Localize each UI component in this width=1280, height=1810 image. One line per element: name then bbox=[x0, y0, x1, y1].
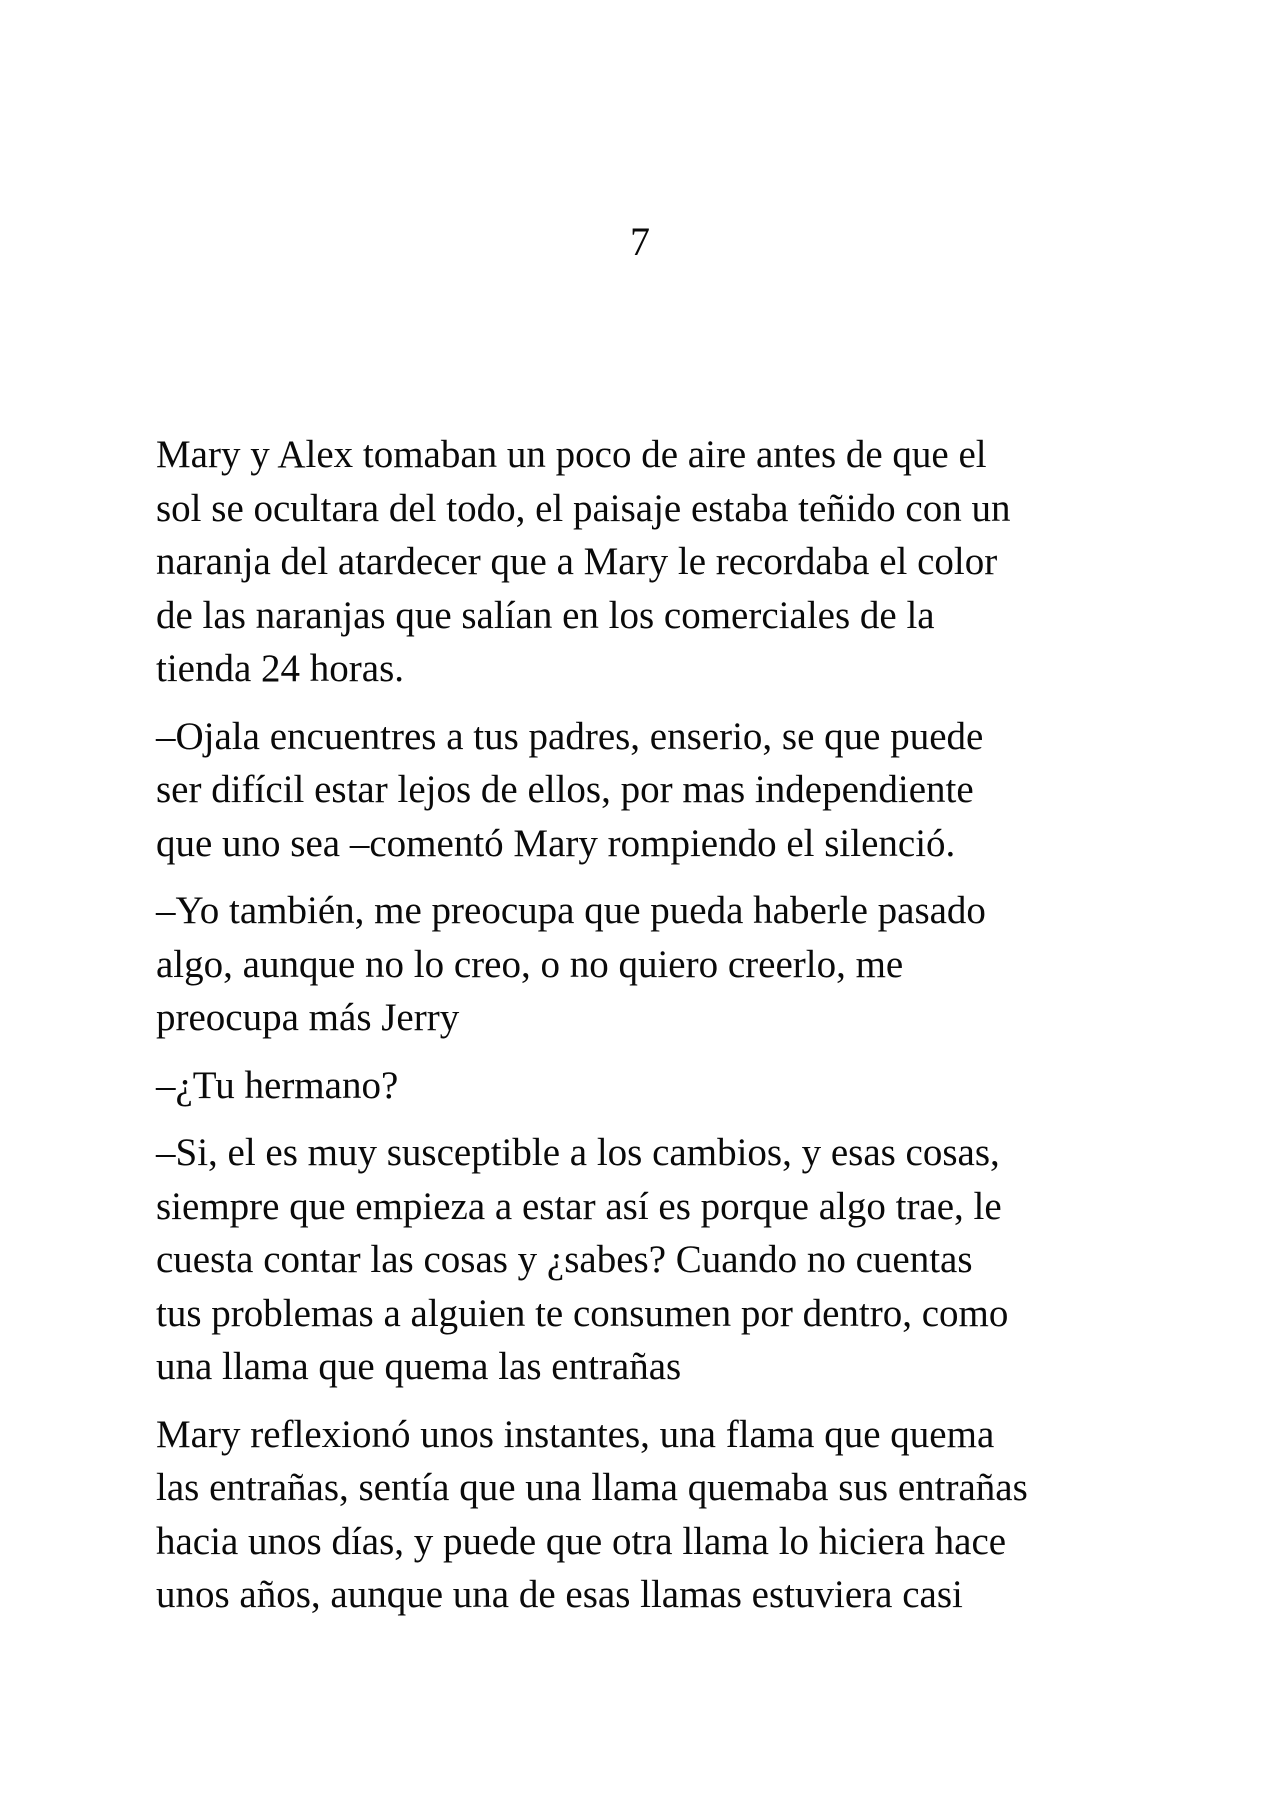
text-line: de las naranjas que salían en los comerciales de la bbox=[156, 593, 935, 637]
text-line: cuesta contar las cosas y ¿sabes? Cuando no cuentas bbox=[156, 1238, 973, 1281]
paragraph-4 bbox=[156, 1059, 1136, 1113]
text-line: ser difícil estar lejos de ellos, por mas independiente bbox=[156, 768, 974, 811]
text-line: –Yo también, me preocupa que pueda haberle pasado bbox=[156, 889, 986, 932]
paragraph-1 bbox=[156, 428, 1136, 696]
text-line: algo, aunque no lo creo, o no quiero creerlo, me bbox=[156, 942, 904, 986]
paragraph-5 bbox=[156, 1126, 1136, 1394]
text-line: Mary y Alex tomaban un poco de aire antes de que el bbox=[156, 433, 987, 476]
text-line: –Si, el es muy susceptible a los cambios, y esas cosas, bbox=[156, 1131, 1000, 1174]
paragraph-2 bbox=[156, 710, 1136, 871]
paragraph-3 bbox=[156, 884, 1136, 1045]
text-line: naranja del atardecer que a Mary le recordaba el color bbox=[156, 540, 998, 583]
text-line: unos años, aunque una de esas llamas estuviera casi bbox=[156, 1573, 963, 1616]
text-line: una llama que quema las entrañas bbox=[156, 1345, 682, 1388]
text-line: siempre que empieza a estar así es porque algo trae, le bbox=[156, 1184, 1002, 1228]
text-line: preocupa más Jerry bbox=[156, 996, 460, 1039]
text-line: que uno sea –comentó Mary rompiendo el silenció. bbox=[156, 821, 956, 865]
text-line: las entrañas, sentía que una llama quemaba sus entrañas bbox=[156, 1466, 1028, 1509]
text-line: tienda 24 horas. bbox=[156, 647, 405, 690]
body-text bbox=[156, 428, 1136, 1636]
text-line: –¿Tu hermano? bbox=[156, 1063, 399, 1107]
text-line: hacia unos días, y puede que otra llama lo hiciera hace bbox=[156, 1519, 1007, 1563]
page-number: 7 bbox=[630, 219, 650, 264]
text-line: –Ojala encuentres a tus padres, enserio, se que puede bbox=[156, 714, 984, 758]
text-line: tus problemas a alguien te consumen por dentro, como bbox=[156, 1291, 1009, 1335]
text-line: Mary reflexionó unos instantes, una flama que quema bbox=[156, 1412, 995, 1456]
paragraph-6 bbox=[156, 1408, 1136, 1622]
text-line: sol se ocultara del todo, el paisaje estaba teñido con un bbox=[156, 486, 1011, 530]
